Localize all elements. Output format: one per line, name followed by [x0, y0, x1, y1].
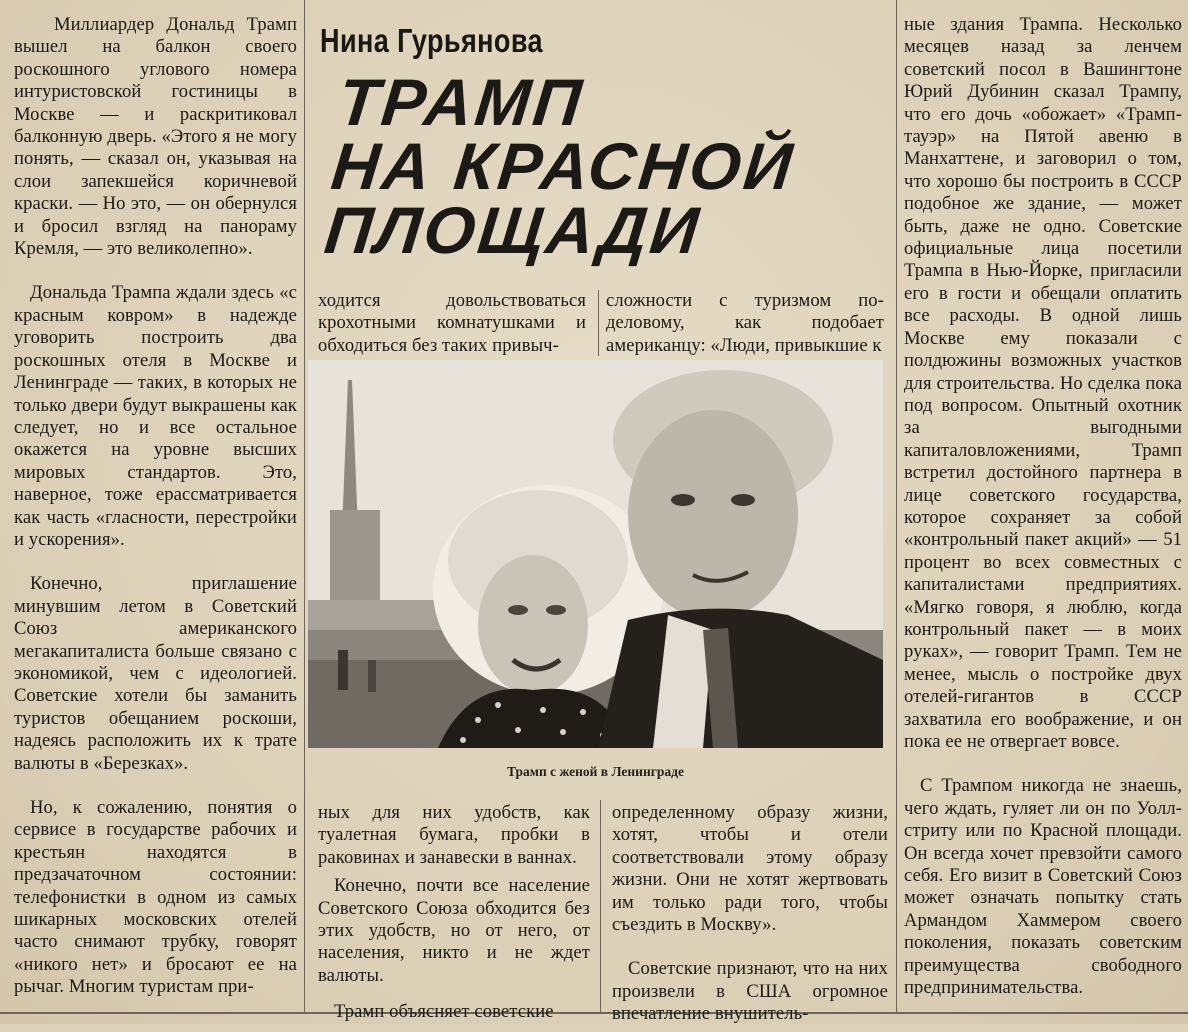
- article-column-2: [318, 290, 586, 363]
- paragraph: Дональда Трампа ждали здесь «с красным ковром» в надежде уговорить построить два роскошных отеля в Москве и Ленинграде — таких, в которых не только двери будут выкрашены как следует, но и все остальное окажется на уровне высших мировых стандартов. Это, наверное, тоже ерассматривается как часть «гласности, перестройки и ускорения».: [14, 282, 297, 550]
- headline-line: ПЛОЩАДИ: [321, 193, 705, 267]
- paragraph: сложности с туризмом по-деловому, как подобает американцу: «Люди, привыкшие к: [606, 290, 884, 356]
- column-rule: [598, 290, 599, 356]
- paragraph: С Трампом никогда не знаешь, чего ждать, гуляет ли он по Уолл-стриту или по Красной площади. Он всегда хочет превзойти самого себя. Его визит в Советский Союз может означать попытку стать Армандом Хаммером своего поколения, показать советским преимущества свободного предпринимательства.: [904, 775, 1182, 999]
- column-rule: [896, 0, 897, 1012]
- headline-line: НА КРАСНОЙ: [328, 129, 799, 203]
- paragraph: ходится довольствоваться крохотными комнатушками и обходиться без таких привыч-: [318, 290, 586, 356]
- article-column-1: [14, 14, 297, 1005]
- column-rule: [600, 800, 601, 1012]
- article-column-2-lower: [318, 802, 590, 1030]
- paragraph: Но, к сожалению, понятия о сервисе в государстве рабочих и крестьян находятся в предзачаточном состоянии: телефонистки в одном из самых шикарных московских отелей часто снимают трубку, говорят «никого нет» и бросают ее на рычаг. Многим туристам при-: [14, 797, 297, 998]
- headline-line: ТРАМП: [334, 65, 588, 139]
- photo-trump-with-wife: [308, 360, 883, 748]
- column-rule: [304, 0, 305, 1012]
- article-column-4: [904, 14, 1182, 1005]
- article-column-3-lower: [612, 802, 888, 1032]
- paragraph: Советские признают, что на них произвели в США огромное впечатление внушитель-: [612, 958, 888, 1025]
- paragraph: ные здания Трампа. Несколько месяцев назад за ленчем советский посол в Вашингтоне Юрий Дубинин сказал Трампу, что его дочь «обожает» «Трамп-тауэр» на Пятой авеню в Манхаттене, и заговорил о том, что хорошо бы построить в СССР подобное же здание, — может быть, даже не одно. Советские официальные лица посетили Трампа в Нью-Йорке, пригласили его в гости и обещали оплатить все расходы. В одной лишь Москве ему показали с полдюжины возможных участков для строительства. Но сделка пока под вопросом. Опытный охотник за выгодными капиталовложениями, Трамп встретил достойного партнера в лице советского государства, которое сохраняет за собой «контрольный пакет акций» — 51 процент во всех совместных с капиталистами предприятиях. «Мягко говоря, я люблю, когда контрольный пакет — в моих руках», — говорит Трамп. Тем не менее, мысль о постройке двух отелей-гигантов в СССР захватила его воображение, и он пока ее не отвергает вовсе.: [904, 14, 1182, 752]
- paragraph: Конечно, приглашение минувшим летом в Советский Союз американского мегакапиталиста больше связано с экономикой, чем с идеологией. Советские хотели бы заманить туристов обещанием роскоши, надеясь расположить их к трате валюты в «Березках».: [14, 573, 297, 774]
- paragraph: Конечно, почти все население Советского Союза обходится без этих удобств, но от него, от населения, никто и не ждет валюты.: [318, 875, 590, 986]
- paragraph: Трамп объясняет советские: [334, 1001, 554, 1023]
- author-byline: Нина Гурьянова: [320, 22, 543, 59]
- paragraph: Миллиардер Дональд Трамп вышел на балкон своего роскошного углового номера интуристовской гостиницы в Москве — и раскритиковал балконную дверь. «Этого я не могу понять, — сказал он, указывая на слои запекшейся коричневой краски. — Но это, — он обернулся и бросил взгляд на панораму Кремля, — это великолепно».: [14, 14, 297, 260]
- photo-illustration: [308, 360, 883, 748]
- bottom-rule: [0, 1012, 1188, 1014]
- paragraph: ных для них удобств, как туалетная бумага, пробки в раковинах и занавески в ваннах.: [318, 802, 590, 868]
- photo-caption: Трамп с женой в Ленинграде: [507, 764, 684, 779]
- article-column-3: [606, 290, 884, 363]
- paragraph: определенному образу жизни, хотят, чтобы и отели соответствовали этому образу жизни. Они не хотят жертвовать им только ради того, чтобы съездить в Москву».: [612, 802, 888, 936]
- headline: [321, 65, 902, 267]
